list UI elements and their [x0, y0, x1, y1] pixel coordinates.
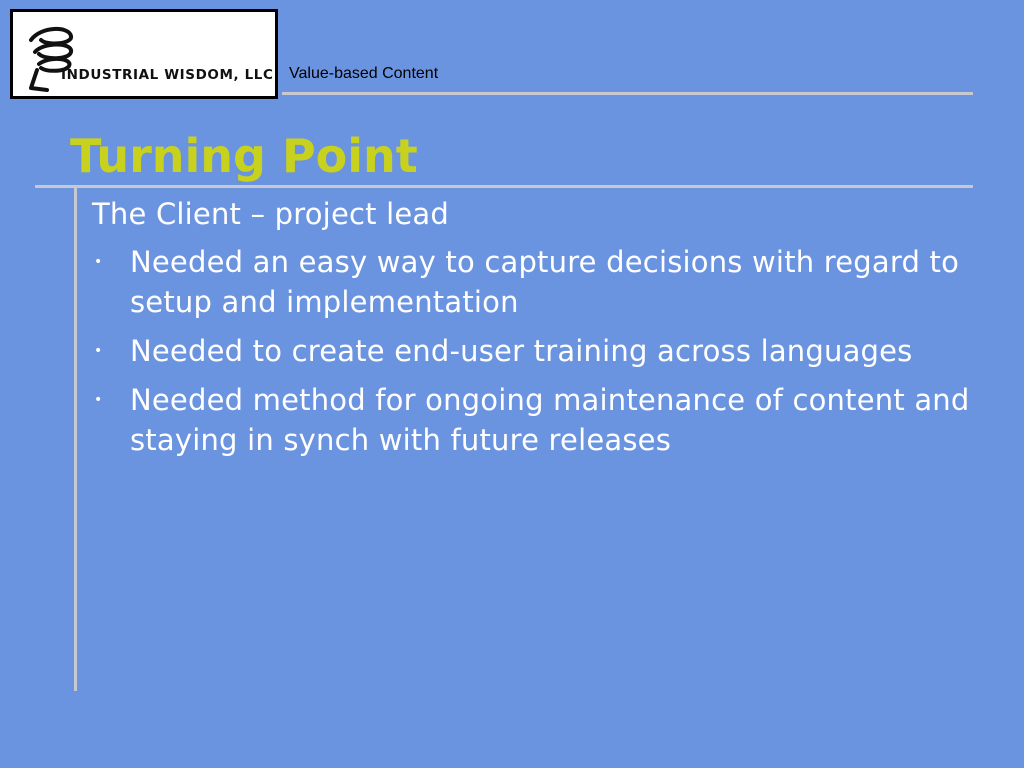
- slide-lead-text: The Client – project lead: [92, 197, 449, 231]
- bullet-item: [92, 331, 992, 371]
- company-logo: [10, 9, 278, 99]
- bullet-text: Needed an easy way to capture decisions with regard to setup and implementation: [130, 245, 960, 319]
- header-divider: [282, 92, 973, 95]
- header-tagline: Value-based Content: [289, 65, 439, 82]
- bullet-list: [92, 242, 992, 460]
- bullet-text: Needed method for ongoing maintenance of content and staying in synch with future releases: [130, 383, 970, 457]
- bullet-item: [92, 242, 992, 322]
- title-divider: [35, 185, 973, 188]
- bullet-text: Needed to create end-user training across languages: [130, 334, 913, 368]
- bullet-icon: •: [94, 254, 103, 270]
- bullet-icon: •: [94, 343, 103, 359]
- bullet-item: [92, 380, 992, 460]
- slide-body: [92, 194, 992, 469]
- content-vertical-divider: [74, 187, 77, 691]
- slide-title: Turning Point: [70, 129, 418, 183]
- bullet-icon: •: [94, 392, 103, 408]
- company-name: INDUSTRIAL WISDOM, LLC: [61, 67, 274, 83]
